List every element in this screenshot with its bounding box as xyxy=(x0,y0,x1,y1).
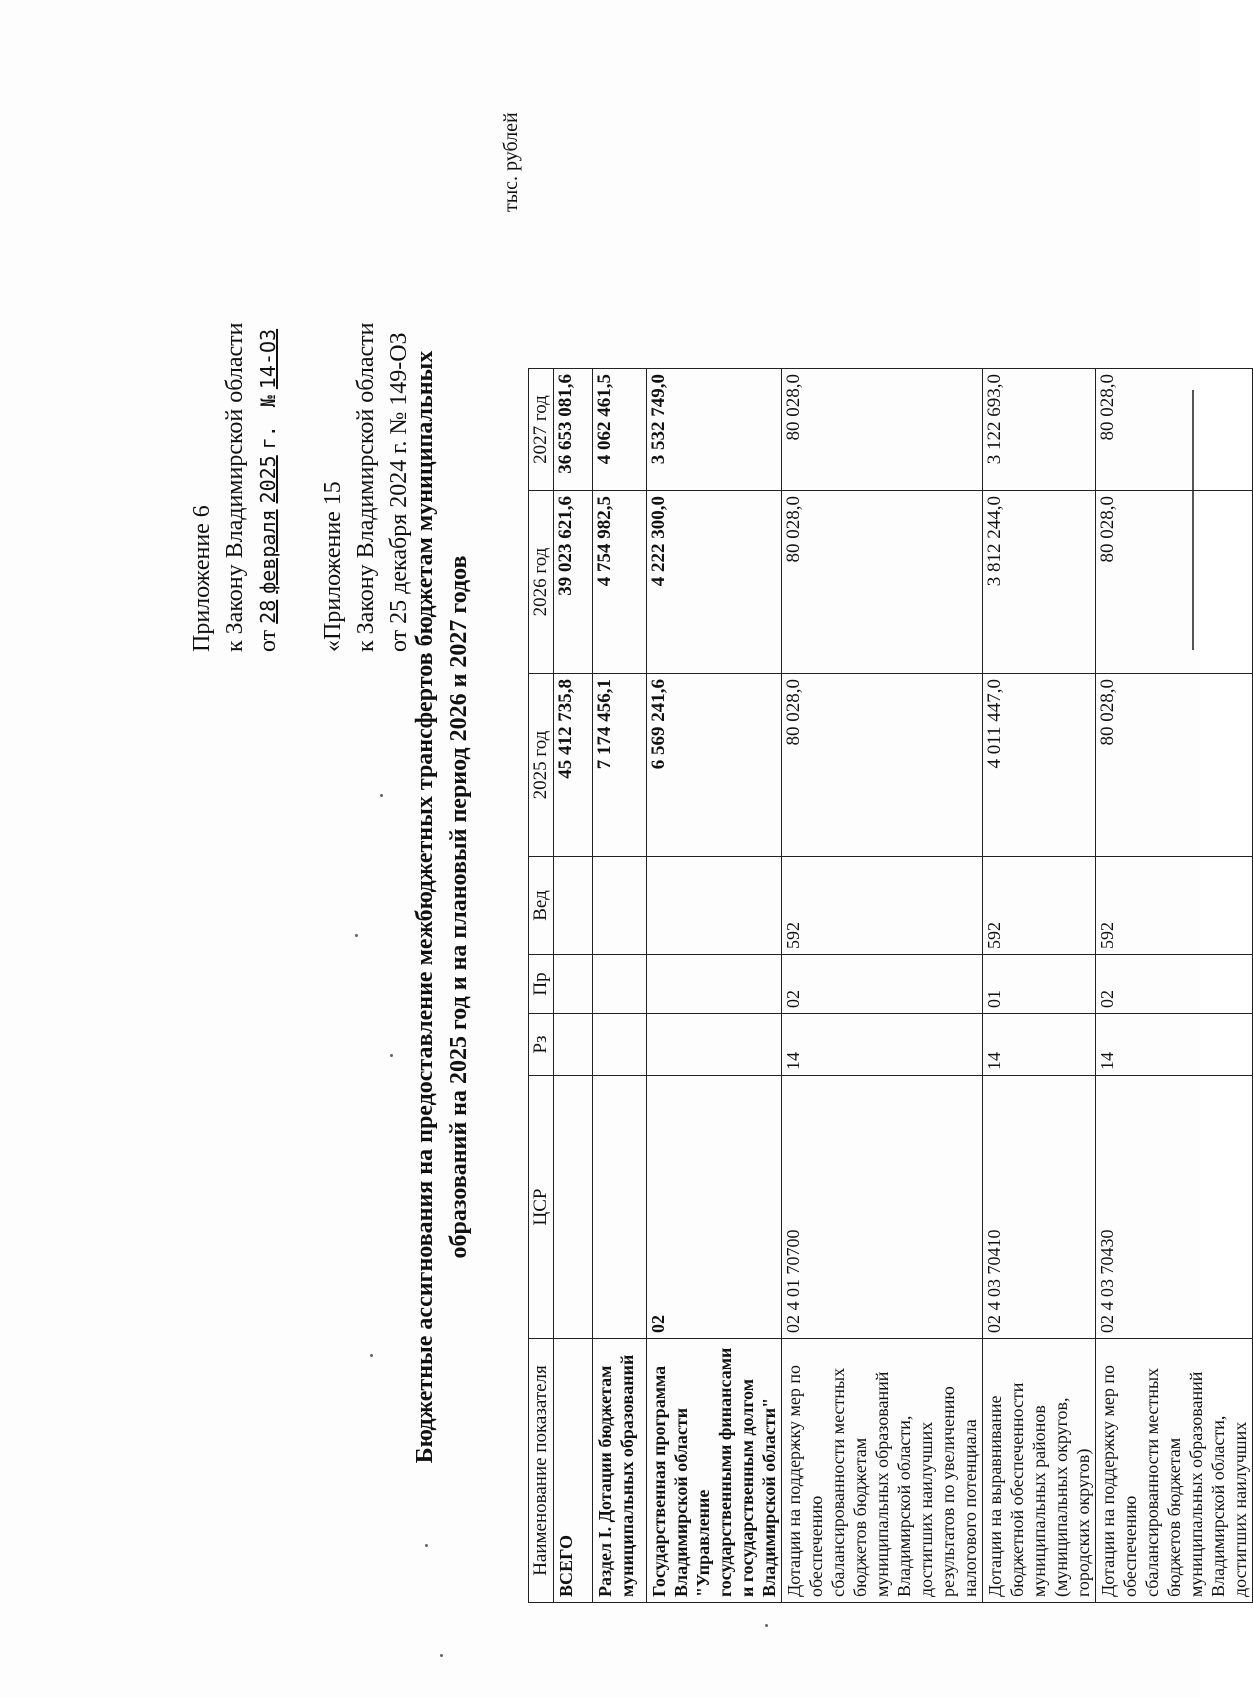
header-name: Наименование показателя xyxy=(529,1339,554,1603)
scan-speck xyxy=(380,794,383,797)
row-ved xyxy=(593,857,647,955)
row-pr: 01 xyxy=(983,955,1096,1014)
row-2026: 80 028,0 xyxy=(1096,491,1253,674)
table-row xyxy=(554,369,593,1603)
scan-speck xyxy=(390,1054,393,1057)
row-name: ВСЕГО xyxy=(554,1339,593,1603)
row-ved: 592 xyxy=(782,857,983,955)
row-csr: 02 4 03 70430 xyxy=(1096,1076,1253,1339)
table-header-row xyxy=(529,369,554,1603)
row-name: Государственная программа Владимирской области "Управление государственными финансами и государственным долгом Владимирской области" xyxy=(647,1339,782,1603)
scan-speck xyxy=(440,1654,443,1657)
scan-speck xyxy=(425,1544,428,1547)
header-csr: ЦСР xyxy=(529,1076,554,1339)
row-2027: 80 028,0 xyxy=(1096,369,1253,491)
units-label: тыс. рублей xyxy=(500,112,522,212)
header-pr: Пр xyxy=(529,955,554,1014)
row-2025: 7 174 456,1 xyxy=(593,674,647,857)
row-rz xyxy=(647,1014,782,1076)
row-ved: 592 xyxy=(1096,857,1253,955)
row-ved xyxy=(554,857,593,955)
row-2026: 39 023 621,6 xyxy=(554,491,593,674)
table-row xyxy=(593,369,647,1603)
row-name: Дотации на выравнивание бюджетной обеспеченности муниципальных районов (муниципальных округов, городских округов) xyxy=(983,1339,1096,1603)
row-2025: 6 569 241,6 xyxy=(647,674,782,857)
row-2026: 4 222 300,0 xyxy=(647,491,782,674)
table-row xyxy=(782,369,983,1603)
row-ved: 592 xyxy=(983,857,1096,955)
row-pr xyxy=(647,955,782,1014)
original-appendix-law: к Закону Владимирской области xyxy=(353,322,379,652)
header-2025: 2025 год xyxy=(529,674,554,857)
law-number: 14-ОЗ xyxy=(256,328,280,390)
document-title: Бюджетные ассигнования на предоставление межбюджетных трансфертов бюджетам муниципальных образований на 2025 год и на плановый период 2026 и 2027 годов xyxy=(412,350,472,1464)
appendix-law: к Закону Владимирской области xyxy=(222,322,248,652)
original-appendix-date: от 25 декабря 2024 г. № 149-ОЗ xyxy=(386,332,412,652)
row-name: Раздел I. Дотации бюджетам муниципальных образований xyxy=(593,1339,647,1603)
row-pr xyxy=(593,955,647,1014)
header-rz: Рз xyxy=(529,1014,554,1076)
row-pr: 02 xyxy=(782,955,983,1014)
scan-speck xyxy=(370,1354,373,1357)
date-year: 2025 xyxy=(256,455,280,504)
row-csr: 02 4 03 70410 xyxy=(983,1076,1096,1339)
table-row xyxy=(1096,369,1253,1603)
original-appendix-title: «Приложение 15 xyxy=(320,481,346,652)
header-2026: 2026 год xyxy=(529,491,554,674)
appendix-header xyxy=(186,322,285,652)
row-ved xyxy=(647,857,782,955)
row-name: Дотации на поддержку мер по обеспечению сбалансированности местных бюджетов бюджетам муниципальных образований Владимирской области, достигших наилучших результатов по увеличению налогового потенциала xyxy=(782,1339,983,1603)
row-csr: 02 xyxy=(647,1076,782,1339)
scan-speck xyxy=(765,1624,768,1627)
row-2027: 3 532 749,0 xyxy=(647,369,782,491)
row-name: Дотации на поддержку мер по обеспечению сбалансированности местных бюджетов бюджетам муниципальных образований Владимирской области, достигших наилучших xyxy=(1096,1339,1253,1603)
row-rz: 14 xyxy=(983,1014,1096,1076)
row-rz: 14 xyxy=(782,1014,983,1076)
row-pr: 02 xyxy=(1096,955,1253,1014)
appendix-date: от 28 февраля 2025 г. № 14-ОЗ xyxy=(255,328,281,652)
date-day: 28 xyxy=(256,599,280,624)
row-2025: 45 412 735,8 xyxy=(554,674,593,857)
row-2026: 80 028,0 xyxy=(782,491,983,674)
row-2026: 4 754 982,5 xyxy=(593,491,647,674)
row-2026: 3 812 244,0 xyxy=(983,491,1096,674)
row-csr xyxy=(554,1076,593,1339)
row-rz xyxy=(554,1014,593,1076)
row-2027: 4 062 461,5 xyxy=(593,369,647,491)
header-ved: Вед xyxy=(529,857,554,955)
row-2025: 4 011 447,0 xyxy=(983,674,1096,857)
row-2027: 3 122 693,0 xyxy=(983,369,1096,491)
row-2027: 80 028,0 xyxy=(782,369,983,491)
row-csr: 02 4 01 70700 xyxy=(782,1076,983,1339)
row-2027: 36 653 081,6 xyxy=(554,369,593,491)
row-csr xyxy=(593,1076,647,1339)
appendix-title: Приложение 6 xyxy=(189,505,215,652)
budget-table xyxy=(528,368,1253,1603)
row-pr xyxy=(554,955,593,1014)
date-month: февраля xyxy=(256,509,280,594)
row-2025: 80 028,0 xyxy=(1096,674,1253,857)
scan-speck xyxy=(355,934,358,937)
header-2027: 2027 год xyxy=(529,369,554,491)
row-rz xyxy=(593,1014,647,1076)
table-row xyxy=(983,369,1096,1603)
table-row xyxy=(647,369,782,1603)
row-2025: 80 028,0 xyxy=(782,674,983,857)
original-appendix-header xyxy=(317,322,416,652)
row-rz: 14 xyxy=(1096,1014,1253,1076)
